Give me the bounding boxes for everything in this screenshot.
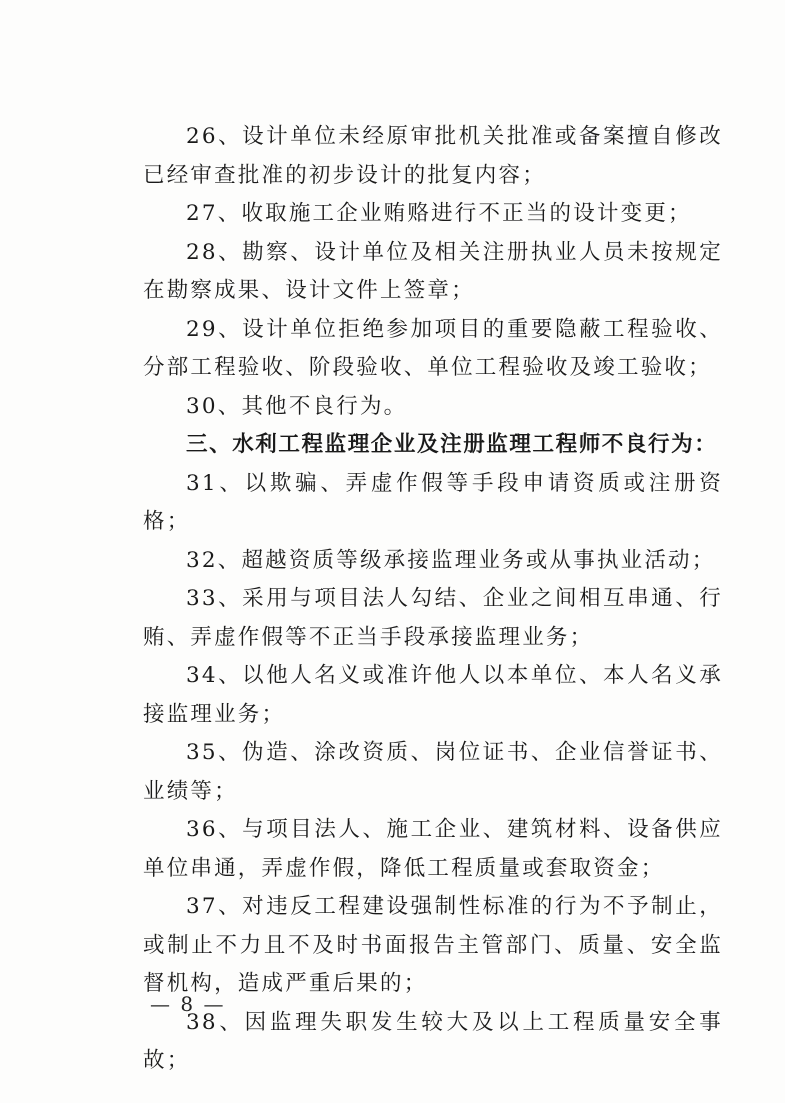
paragraph-item-30: 30、其他不良行为。 — [186, 393, 408, 419]
paragraph-item-38: 38、因监理失职发生较大及以上工程质量安全事故； — [143, 1009, 723, 1073]
paragraph-item-32: 32、超越资质等级承接监理业务或从事执业活动； — [186, 547, 716, 573]
paragraph-item-34: 34、以他人名义或准许他人以本单位、本人名义承接监理业务； — [143, 663, 723, 727]
page-number: — 8 — — [150, 992, 226, 1016]
paragraph-item-35: 35、伪造、涂改资质、岗位证书、企业信誉证书、业绩等； — [143, 740, 723, 804]
paragraph-item-26: 26、设计单位未经原审批机关批准或备案擅自修改已经审查批准的初步设计的批复内容； — [143, 124, 723, 188]
paragraph-item-31: 31、以欺骗、弄虚作假等手段申请资质或注册资格； — [143, 470, 723, 534]
paragraph-item-33: 33、采用与项目法人勾结、企业之间相互串通、行贿、弄虚作假等不正当手段承接监理业务； — [143, 586, 723, 650]
paragraph-item-28: 28、勘察、设计单位及相关注册执业人员未按规定在勘察成果、设计文件上签章； — [143, 239, 723, 303]
paragraph-item-36: 36、与项目法人、施工企业、建筑材料、设备供应单位串通，弄虚作假，降低工程质量或套取资金； — [143, 817, 723, 881]
document-body — [143, 118, 723, 1081]
paragraph-item-27: 27、收取施工企业贿赂进行不正当的设计变更； — [186, 201, 692, 226]
paragraph-item-29: 29、设计单位拒绝参加项目的重要隐蔽工程验收、分部工程验收、阶段验收、单位工程验收及竣工验收； — [143, 316, 723, 380]
paragraph-item-37: 37、对违反工程建设强制性标准的行为不予制止，或制止不力且不及时书面报告主管部门、质量、安全监督机构，造成严重后果的； — [143, 894, 723, 996]
section-heading: 三、水利工程监理企业及注册监理工程师不良行为： — [186, 432, 718, 457]
